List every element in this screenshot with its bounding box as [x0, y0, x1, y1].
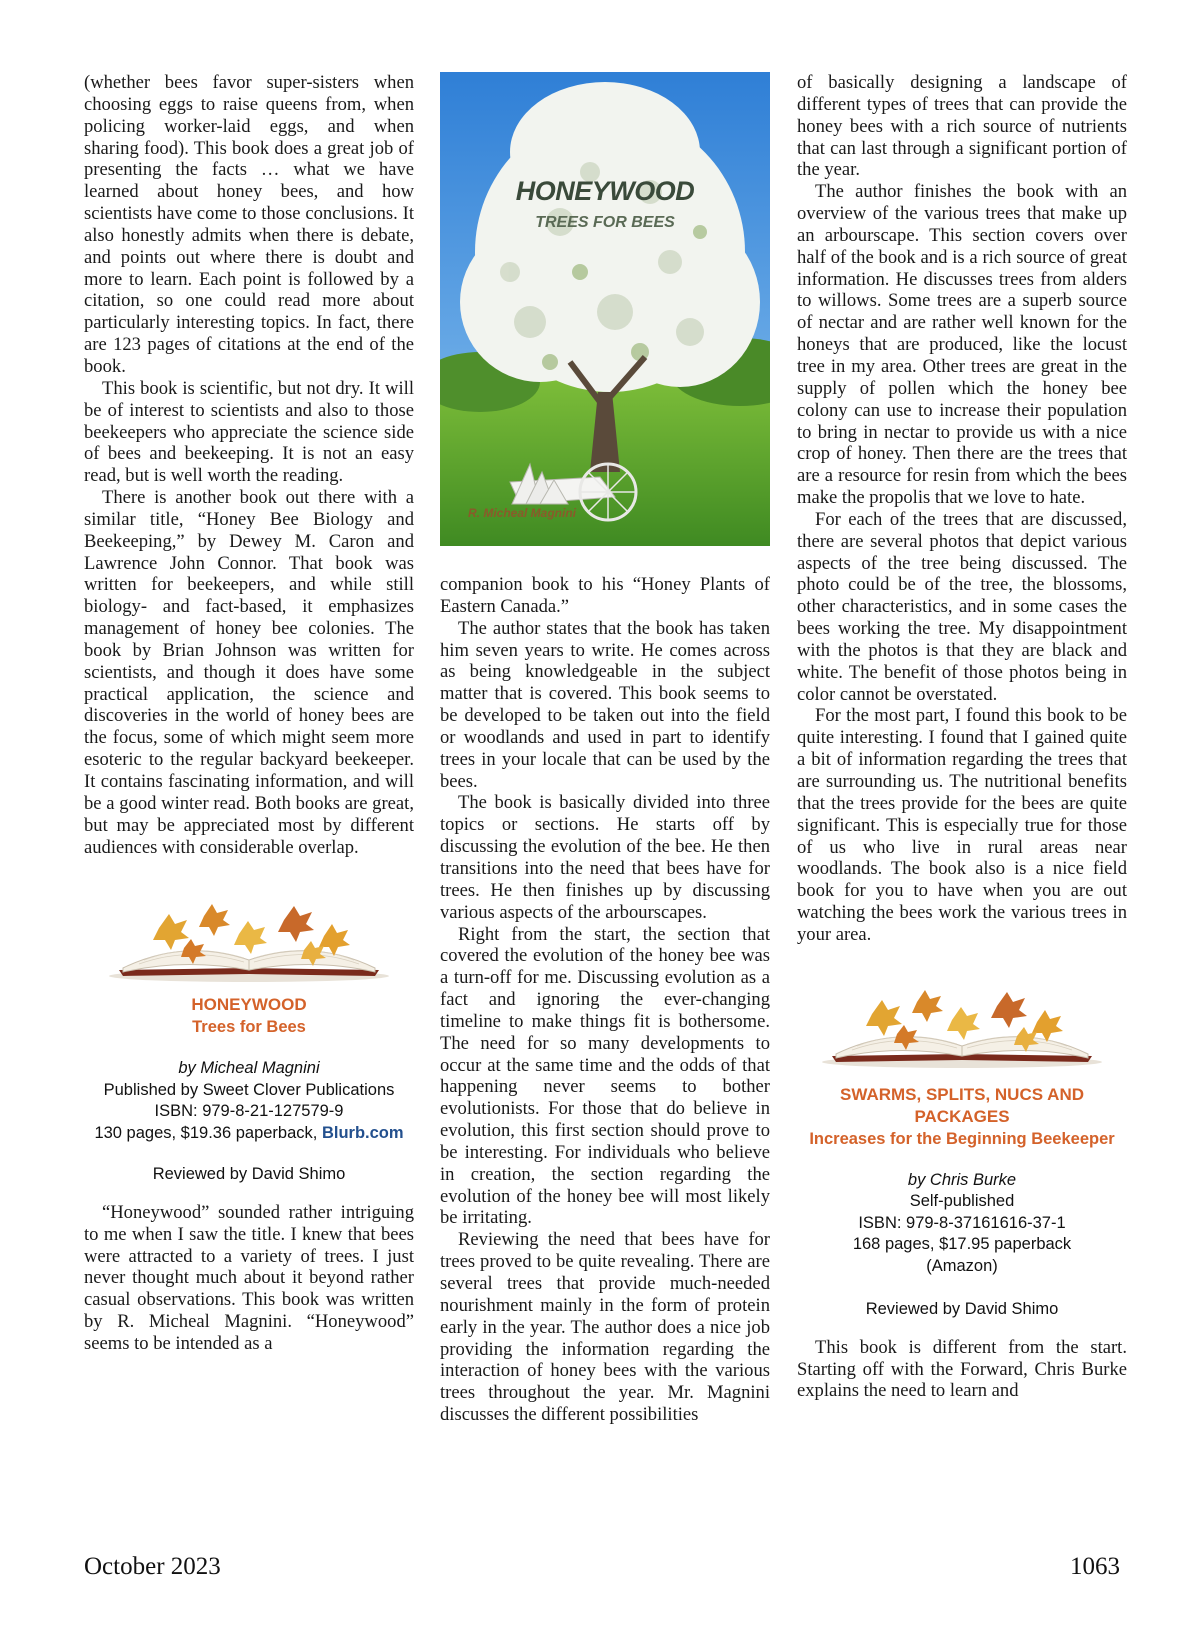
- article-paragraph: The author finishes the book with an overview of the various trees that make up an arbourscape. This section covers over half of the book and is a rich source of great information. He discusses trees from alders to willows. Some trees are a superb source of nectar and are rather well known for the honeys that are produced, like the locust tree in my area. Other trees are great in the supply of pollen which the honey bee colony can use to increase their population to bring in nectar to provide us with a nice crop of honey. Then there are the trees that are a resource for resin from which the bees make the propolis that we love to hate.: [797, 181, 1127, 509]
- article-paragraph: The author states that the book has taken him seven years to write. He comes across as being knowledgeable in the subject matter that is covered. This book seems to be developed to be taken out into the field or woodlands and used in part to identify trees in your locale that can be used by the bees.: [440, 617, 770, 792]
- book-subtitle: Increases for the Beginning Beekeeper: [809, 1129, 1115, 1148]
- article-paragraph: The book is basically divided into three topics or sections. He starts off by discussing the evolution of the bee. He then transitions into the need that bees have for trees. He then finishes up by discussing various aspects of the arbourscapes.: [440, 792, 770, 923]
- cover-title: HONEYWOOD: [515, 176, 695, 206]
- article-paragraph: “Honeywood” sounded rather intriguing to me when I saw the title. I knew that bees were attracted to a variety of trees. I just never thought much about it beyond rather casual observations. This book was written by R. Micheal Magnini. “Honeywood” seems to be intended as a: [84, 1201, 414, 1354]
- reviewer-credit: Reviewed by David Shimo: [152, 1165, 346, 1184]
- cover-author: R. Micheal Magnini: [468, 506, 577, 520]
- book-isbn: ISBN: 979-8-21-127579-9: [154, 1102, 344, 1121]
- article-paragraph: For each of the trees that are discussed, there are several photos that depict various aspects of the tree being discussed. The photo could be of the tree, the blossoms, other characteristics, and in some cases the bees working the tree. My disappointment with the photos is that they are black and white. The benefit of those photos being in color cannot be overstated.: [797, 508, 1127, 705]
- book-subtitle: Trees for Bees: [192, 1018, 306, 1037]
- article-paragraph: companion book to his “Honey Plants of Eastern Canada.”: [440, 574, 770, 617]
- book-publisher: Published by Sweet Clover Publications: [103, 1080, 395, 1099]
- open-book-with-leaves-illustration: [99, 876, 399, 986]
- column-2: [440, 72, 770, 1426]
- article-paragraph: There is another book out there with a similar title, “Honey Bee Biology and Beekeeping,” by Dewey M. Caron and Lawrence John Connor. That book was written for beekeepers, and while still biology- and fact-based, it emphasizes management of honey bee colonies. The book by Brian Johnson was written for scientists, and though it does have some practical application, the science and discoveries in the world of honey bees are the focus, some of which might seem more esoteric to the regular backyard beekeeper. It contains fascinating information, and will be a good winter read. Both books are great, but may be appreciated most by different audiences with considerable overlap.: [84, 487, 414, 858]
- book-publisher: Self-published: [909, 1192, 1015, 1211]
- book-pages-price: [84, 1123, 414, 1145]
- open-book-with-leaves-illustration: [812, 962, 1112, 1072]
- book-author: by Chris Burke: [907, 1170, 1017, 1189]
- article-paragraph: This book is scientific, but not dry. It will be of interest to scientists and also to those beekeepers who appreciate the science side of bees and beekeeping. It is not an easy read, but is well worth the reading.: [84, 377, 414, 487]
- article-paragraph: Reviewing the need that bees have for trees proved to be quite revealing. There are several trees that provide much-needed nourishment mainly in the form of protein early in the year. The author does a nice job providing the information regarding the interaction of honey bees with the various trees throughout the year. Mr. Magnini discusses the different possibilities: [440, 1229, 770, 1426]
- cover-photo-illustration: [440, 72, 770, 546]
- article-paragraph: of basically designing a landscape of different types of trees that can provide the honey bees with a rich source of nutrients that can last through a significant portion of the year.: [797, 72, 1127, 181]
- book-info-honeywood: [84, 876, 414, 1186]
- book-cover-image: [440, 72, 770, 546]
- book-title: HONEYWOOD: [191, 995, 307, 1015]
- article-paragraph: For the most part, I found this book to be quite interesting. I found that I gained quite a bit of information regarding the trees that are surrounding us. The nutritional benefits that the trees provide for the bees are quite significant. This is especially true for those of us who live in rural areas near woodlands. The book also is a nice field book for you to have when you are out watching the bees work the various trees in your area.: [797, 705, 1127, 945]
- blurb-link[interactable]: Blurb.com: [321, 1123, 404, 1142]
- book-pages-price: 168 pages, $17.95 paperback: [852, 1235, 1072, 1254]
- book-source: (Amazon): [926, 1256, 998, 1275]
- column-1: [84, 72, 414, 1355]
- footer-date: October 2023: [84, 1553, 221, 1580]
- reviewer-credit: Reviewed by David Shimo: [865, 1300, 1059, 1319]
- book-author: by Micheal Magnini: [178, 1059, 320, 1078]
- book-info-swarms: [797, 962, 1127, 1321]
- cover-subtitle: TREES FOR BEES: [535, 214, 675, 231]
- book-isbn: ISBN: 979-8-37161616-37-1: [858, 1213, 1066, 1232]
- book-pages-price-text: 130 pages, $19.36 paperback,: [94, 1123, 318, 1142]
- article-paragraph: (whether bees favor super-sisters when choosing eggs to raise queens from, when policing worker-laid eggs, and when sharing food). This book does a great job of presenting the facts … what we have learned about honey bees, and how scientists have come to those conclusions. It also honestly admits when there is debate, and points out where there is doubt and more to learn. Each point is followed by a citation, so one could read more about particularly interesting topics. In fact, there are 123 pages of citations at the end of the book.: [84, 72, 414, 377]
- article-paragraph: Right from the start, the section that covered the evolution of the honey bee was a turn-off for me. Discussing evolution as a fact and ignoring the ever-changing timeline to make things fit is bothersome. The need for so many developments to occur at the same time and the odds of that happening never seems to bother evolutionists. For those that do believe in evolution, this first section should prove to be interesting. For individuals who believe in creation, the section regarding the evolution of the honey bee will most likely be irritating.: [440, 923, 770, 1229]
- page-number: 1063: [1070, 1553, 1120, 1580]
- book-title: SWARMS, SPLITS, NUCS AND PACKAGES: [840, 1084, 1084, 1126]
- column-3: [797, 72, 1127, 1402]
- article-paragraph: This book is different from the start. Starting off with the Forward, Chris Burke explains the need to learn and: [797, 1336, 1127, 1402]
